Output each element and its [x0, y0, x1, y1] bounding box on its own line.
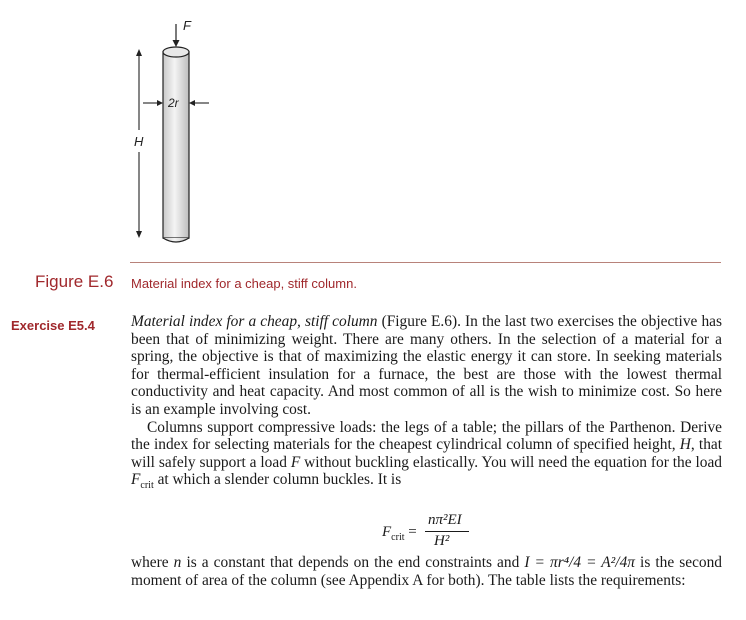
inertia-equation: I = πr⁴/4 = A²/4π — [524, 554, 635, 571]
force-arrow — [173, 24, 180, 47]
paragraph-1-text: (Figure E.6). In the last two exercises the objective has been that of minimizing weight. There are many others. In the selection of a material for a spring, the objective is that of maximizing the elastic energy it can store. In seeking materials for thermal-efficient insulation for a furnace, the best are those with the lowest thermal conductivity and heat capacity. And most common of all is the wish to minimize cost. So here is an example involving cost. — [131, 313, 722, 418]
paragraph-2-text-a: Columns support compressive loads: the legs of a table; the pillars of the Parthenon. Derive the index for selecting materials for the cheapest cylindrical column of specified height, — [131, 418, 722, 454]
paragraph-3-text-c: is the second moment of area of the column (see Appendix A for both). The table lists the requirements: — [131, 554, 722, 589]
formula-fraction-bar — [425, 531, 469, 532]
var-Fcrit: F — [131, 471, 141, 489]
figure-rule — [130, 262, 721, 263]
paragraph-3 — [131, 554, 722, 589]
var-F: F — [290, 453, 301, 471]
paragraph-2 — [131, 418, 722, 492]
paragraph-2-text-d: at which a slender column buckles. It is — [153, 471, 402, 489]
paragraph-1 — [131, 313, 722, 419]
paragraph-2-text-b: , that will safely support a load — [131, 436, 722, 471]
paragraph-3-text-b: is a constant that depends on the end constraints and — [181, 554, 525, 571]
var-Fcrit-sub: crit — [140, 480, 154, 492]
var-H: H — [679, 436, 691, 454]
diameter-label: 2r — [168, 96, 179, 110]
formula-lhs-var: F — [382, 524, 392, 540]
formula-denominator: H² — [434, 533, 450, 549]
column-figure — [0, 0, 746, 262]
formula-numerator: nπ²EI — [428, 512, 462, 528]
force-label: F — [183, 18, 191, 33]
paragraph-3-text-a: where — [131, 554, 174, 571]
column-cylinder — [163, 47, 189, 242]
figure-label: Figure E.6 — [35, 272, 114, 291]
formula-equals: = — [404, 524, 417, 540]
exercise-label: Exercise E5.4 — [11, 318, 95, 333]
formula-lhs-sub: crit — [391, 532, 405, 543]
exercise-body — [131, 313, 722, 492]
figure-caption: Material index for a cheap, stiff column. — [131, 276, 357, 291]
exercise-title: Material index for a cheap, stiff column — [131, 313, 378, 330]
paragraph-2-text-c: without buckling elastically. You will need the equation for the load — [300, 453, 722, 471]
height-label: H — [134, 134, 144, 149]
buckling-formula — [382, 512, 502, 552]
formula-lhs — [382, 524, 417, 541]
var-n: n — [173, 554, 182, 571]
